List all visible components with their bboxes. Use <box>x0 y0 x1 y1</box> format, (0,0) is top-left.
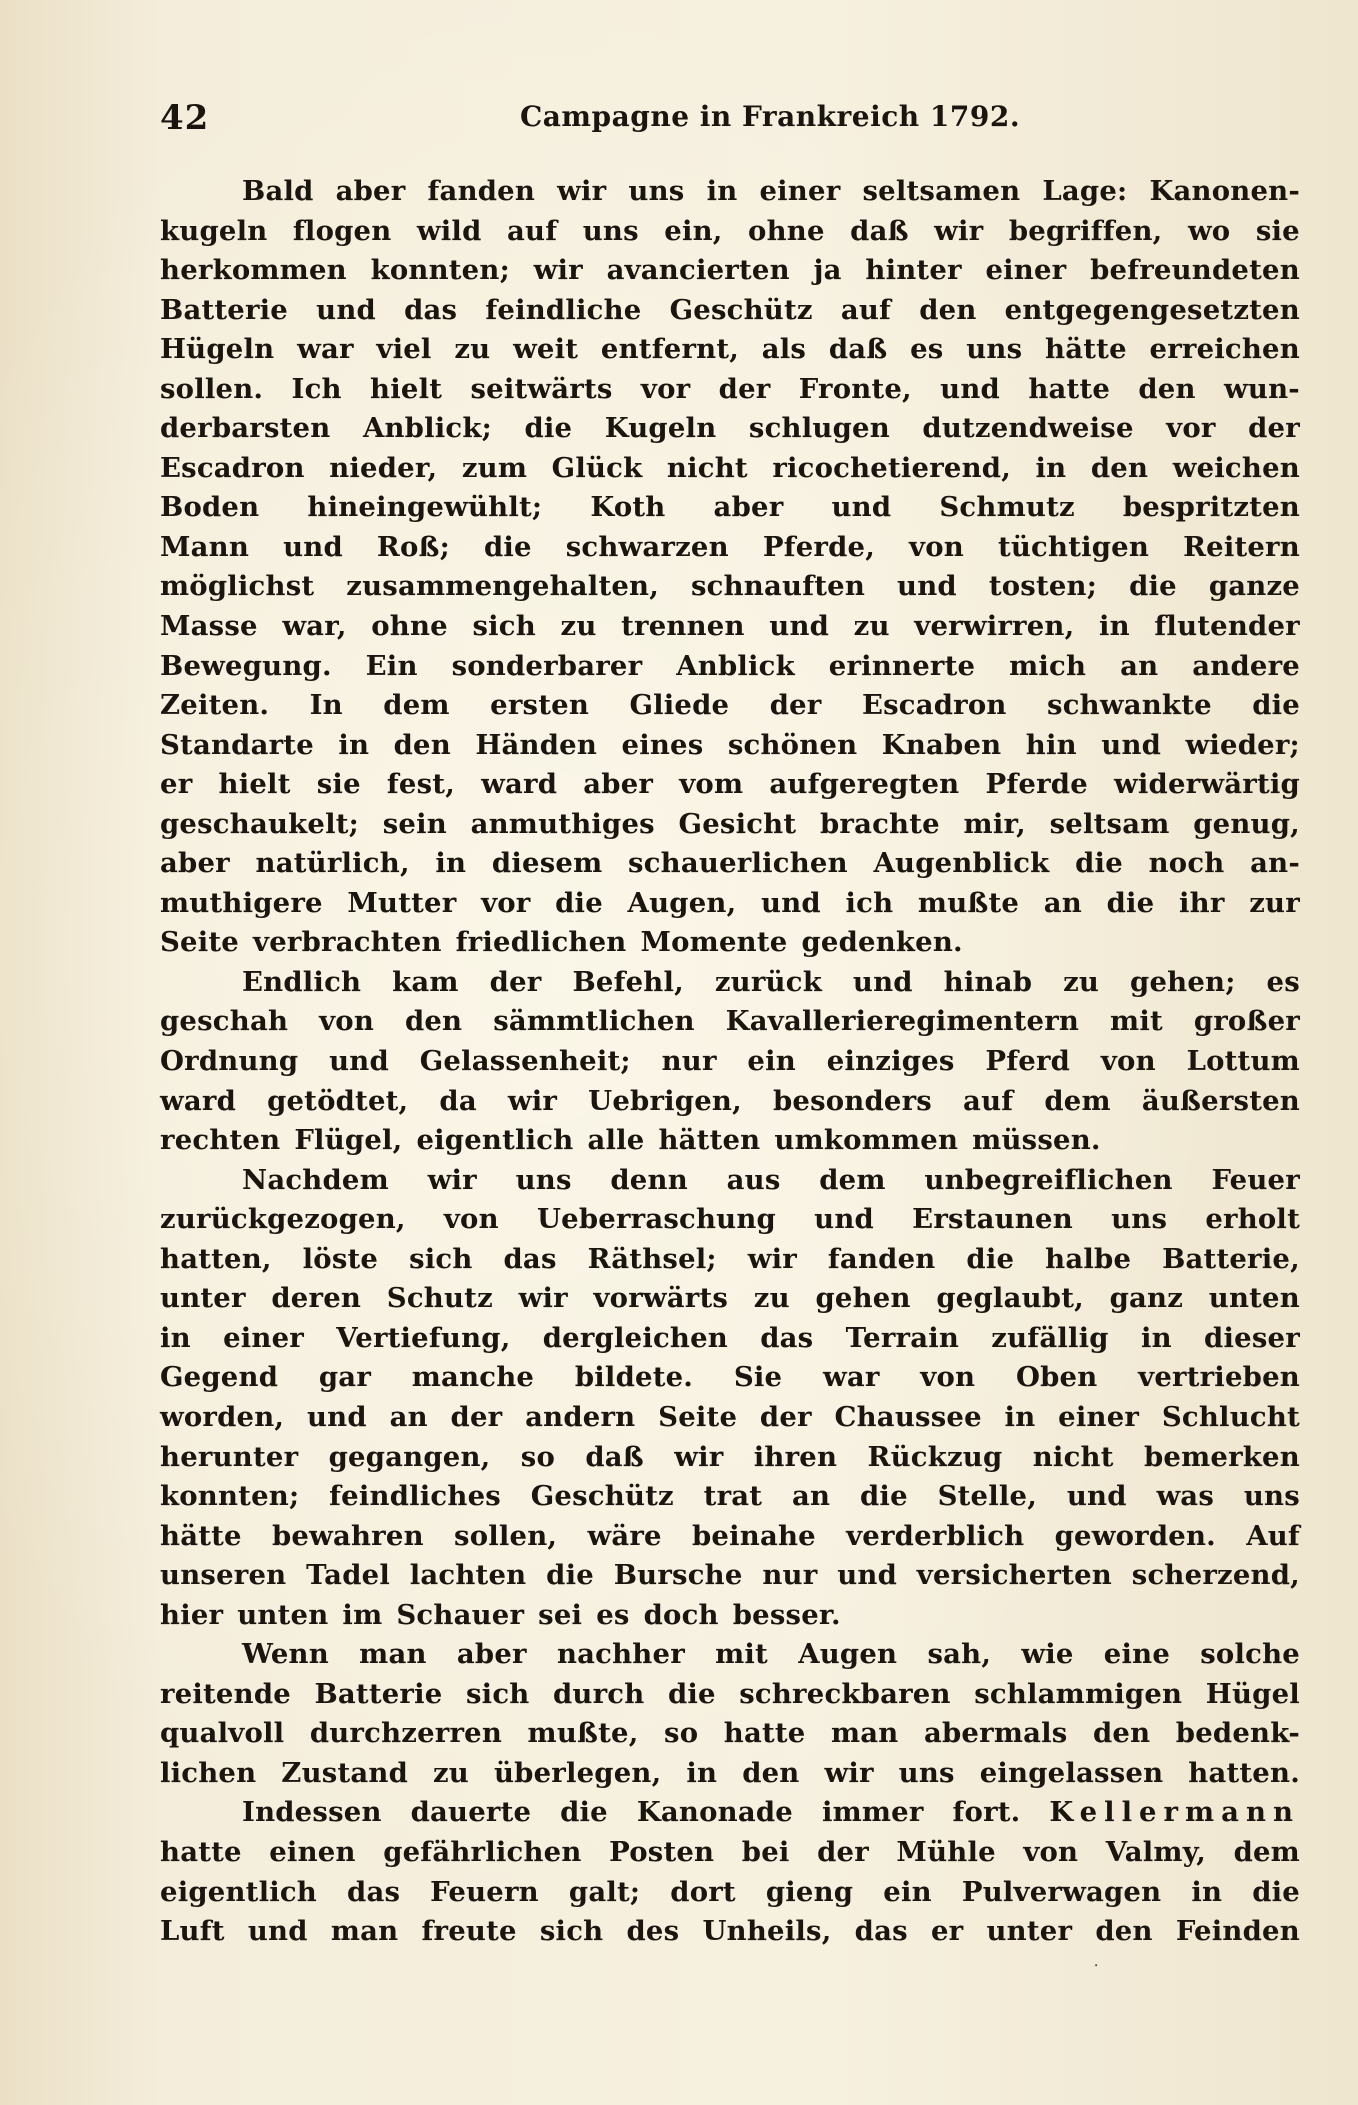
body-text <box>160 172 1300 1952</box>
text-line: worden, und an der andern Seite der Chaussee in einer Schlucht <box>160 1400 1300 1433</box>
text-line: unseren Tadel lachten die Bursche nur und versicherten scherzend, <box>160 1559 1300 1592</box>
text-line: Standarte in den Händen eines schönen Knaben hin und wieder; <box>160 728 1300 761</box>
text-line: qualvoll durchzerren mußte, so hatte man abermals den bedenk- <box>160 1717 1300 1750</box>
text-line: rechten Flügel, eigentlich alle hätten umkommen müssen. <box>160 1124 1101 1157</box>
text-line: sollen. Ich hielt seitwärts vor der Fronte, und hatte den wun- <box>160 372 1300 405</box>
text-line: Indessen dauerte die Kanonade immer fort. Kellermann <box>242 1796 1300 1829</box>
text-line: möglichst zusammengehalten, schnauften und tosten; die ganze <box>160 570 1300 603</box>
page-number: 42 <box>160 98 210 138</box>
text-line: hatten, löste sich das Räthsel; wir fanden die halbe Batterie, <box>160 1242 1300 1275</box>
text-line: derbarsten Anblick; die Kugeln schlugen dutzendweise vor der <box>160 412 1300 445</box>
text-line: kugeln flogen wild auf uns ein, ohne daß wir begriffen, wo sie <box>160 214 1300 247</box>
text-line: geschah von den sämmtlichen Kavallerieregimentern mit großer <box>160 1005 1300 1038</box>
text-line: in einer Vertiefung, dergleichen das Terrain zufällig in dieser <box>160 1321 1300 1354</box>
text-line: er hielt sie fest, ward aber vom aufgeregten Pferde widerwärtig <box>160 768 1300 801</box>
text-line: reitende Batterie sich durch die schreckbaren schlammigen Hügel <box>160 1677 1300 1710</box>
text-line: Escadron nieder, zum Glück nicht ricochetierend, in den weichen <box>160 451 1300 484</box>
text-line: hatte einen gefährlichen Posten bei der Mühle von Valmy, dem <box>160 1835 1300 1868</box>
text-line: Nachdem wir uns denn aus dem unbegreiflichen Feuer <box>242 1163 1300 1196</box>
text-line: Hügeln war viel zu weit entfernt, als daß es uns hätte erreichen <box>160 333 1300 366</box>
text-line: unter deren Schutz wir vorwärts zu gehen geglaubt, ganz unten <box>160 1282 1300 1315</box>
text-line: eigentlich das Feuern galt; dort gieng ein Pulverwagen in die <box>160 1875 1300 1908</box>
text-line: Gegend gar manche bildete. Sie war von Oben vertrieben <box>160 1361 1300 1394</box>
text-line: herkommen konnten; wir avancierten ja hinter einer befreundeten <box>160 254 1300 287</box>
text-line: Luft und man freute sich des Unheils, das er unter den Feinden <box>160 1915 1300 1948</box>
text-line: Bewegung. Ein sonderbarer Anblick erinnerte mich an andere <box>160 649 1300 682</box>
text-line: herunter gegangen, so daß wir ihren Rückzug nicht bemerken <box>160 1440 1300 1473</box>
text-line: Zeiten. In dem ersten Gliede der Escadron schwankte die <box>160 689 1300 722</box>
page-header <box>160 98 1300 142</box>
text-line: Wenn man aber nachher mit Augen sah, wie eine solche <box>242 1638 1300 1671</box>
text-line: Batterie und das feindliche Geschütz auf den entgegengesetzten <box>160 293 1300 326</box>
text-line: ward getödtet, da wir Uebrigen, besonders auf dem äußersten <box>160 1084 1300 1117</box>
text-line: Mann und Roß; die schwarzen Pferde, von tüchtigen Reitern <box>160 530 1300 563</box>
text-line: Bald aber fanden wir uns in einer seltsamen Lage: Kanonen- <box>242 175 1300 207</box>
text-line: Endlich kam der Befehl, zurück und hinab zu gehen; es <box>242 965 1300 998</box>
text-line: Seite verbrachten friedlichen Momente gedenken. <box>160 926 963 959</box>
text-line: geschaukelt; sein anmuthiges Gesicht brachte mir, seltsam genug, <box>160 807 1300 840</box>
text-line: hier unten im Schauer sei es doch besser. <box>160 1598 841 1631</box>
text-line: aber natürlich, in diesem schauerlichen Augenblick die noch an- <box>160 847 1300 880</box>
text-line: hätte bewahren sollen, wäre beinahe verderblich geworden. Auf <box>160 1519 1300 1552</box>
text-line: lichen Zustand zu überlegen, in den wir uns eingelassen hatten. <box>160 1756 1300 1789</box>
text-line: konnten; feindliches Geschütz trat an die Stelle, und was uns <box>160 1480 1300 1513</box>
text-line: Masse war, ohne sich zu trennen und zu verwirren, in flutender <box>160 610 1300 643</box>
running-title: Campagne in Frankreich 1792. <box>520 100 1021 133</box>
text-line: Ordnung und Gelassenheit; nur ein einziges Pferd von Lottum <box>160 1045 1300 1078</box>
text-line: zurückgezogen, von Ueberraschung und Erstaunen uns erholt <box>160 1203 1300 1236</box>
print-speck: ⸱ <box>1094 1956 1099 1975</box>
text-line: muthigere Mutter vor die Augen, und ich mußte an die ihr zur <box>160 886 1300 919</box>
text-line: Boden hineingewühlt; Koth aber und Schmutz bespritzten <box>160 491 1300 524</box>
